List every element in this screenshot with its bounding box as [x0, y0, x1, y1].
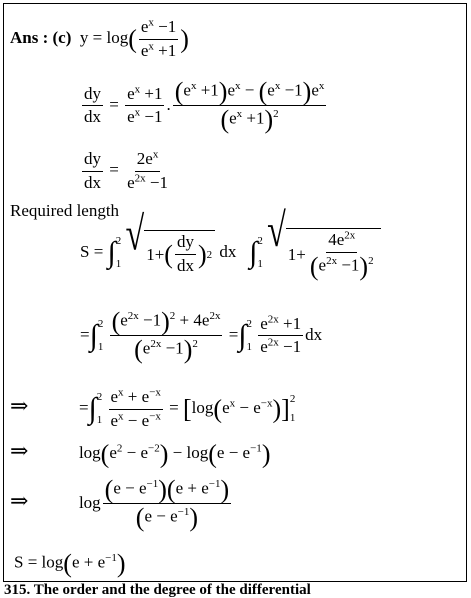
answer-line: Ans : (c) y = log( $\frac{e^x -1}{e^x +1}$ ) [10, 16, 189, 60]
answer-label: Ans : (c) [10, 28, 72, 48]
length-integral-step3: ⇒ = ∫ 2 1 $\frac{e^x + e^{-x}}{e^x - e^{-x}}$ = $[\log(e^x - e^{-x})]$ 2 1 [10, 386, 296, 430]
implies-arrow-icon: ⇒ [10, 393, 29, 419]
implies-arrow-icon: ⇒ [10, 487, 29, 513]
implies-arrow-icon: ⇒ [10, 438, 29, 463]
log-fraction-line: ⇒ log $\frac{(e - e^{-1})(e + e^{-1})}{(e - e^{-1})}$ [10, 475, 230, 533]
derivative-line: $\frac{dy}{dx}$ = $\frac{e^x +1}{e^x -1}$ . $\frac{(e^x +1)e^x - (e^x -1)e^x}{(e^x +1)^2}$ [84, 77, 325, 135]
length-integral: S = ∫ 2 1 √ 1+ ( $\frac{dy}{dx}$ ) 2 dx ∫ 2 1 √ 1+ $\frac{4e^{2x}}{(e^{2x} -1)^2}$ [80, 228, 381, 278]
derivative-simplified: $\frac{dy}{dx}$ = $\frac{2e^x}{e^{2x} -1}$ [84, 148, 168, 192]
log-difference-line: ⇒ $\log(e^2 - e^{-2}) - \log(e - e^{-1})$ [10, 438, 271, 469]
next-question-cut [0, 582, 471, 598]
final-answer-line: $S = \log(e + e^{-1})$ [14, 549, 126, 578]
required-length-label: Required length [10, 201, 120, 220]
next-question-text: 315. The order and the degree of the differential [4, 582, 311, 598]
length-integral-step2: = ∫ 2 1 $\frac{(e^{2x} -1)^2 + 4e^{2x}}{(e^{2x} -1)^2}$ = ∫ 2 1 $\frac{e^{2x} +1}{e^{2x} -1}$ dx [80, 307, 323, 365]
